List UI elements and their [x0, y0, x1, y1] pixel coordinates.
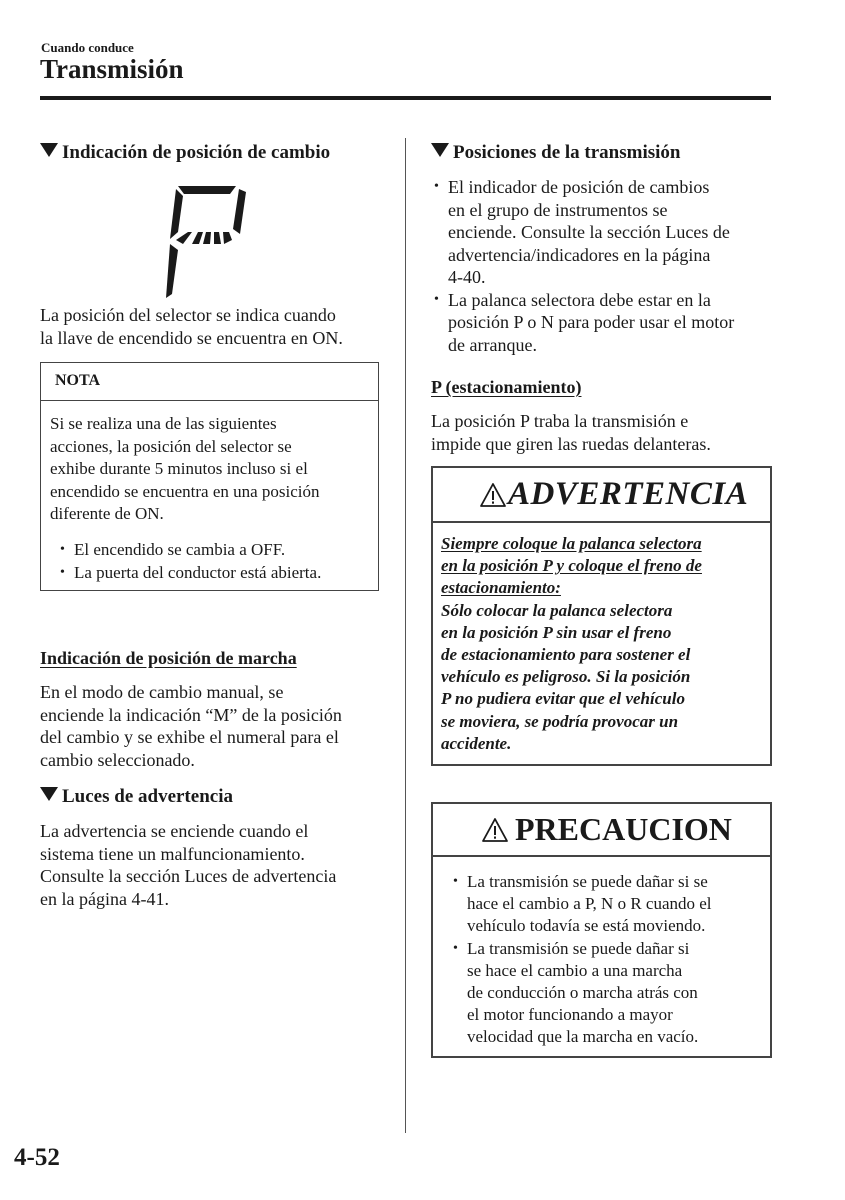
- text-line: En el modo de cambio manual, se: [40, 682, 284, 702]
- text-line: • La transmisión se puede dañar si se: [467, 872, 708, 891]
- heading-posiciones-transmision: [431, 142, 680, 164]
- text-line: Siempre coloque la palanca selectora: [441, 534, 702, 553]
- text-line: estacionamiento:: [441, 578, 561, 598]
- text-line: advertencia/indicadores en la página: [448, 244, 711, 265]
- list-item: • La puerta del conductor está abierta.: [58, 562, 321, 585]
- nota-title: NOTA: [55, 372, 101, 389]
- para-marcha: [40, 681, 342, 771]
- caution-box: [431, 802, 772, 1058]
- warning-title: ADVERTENCIA: [508, 476, 749, 512]
- warning-box: [431, 466, 772, 766]
- text-line: en el grupo de instrumentos se: [448, 199, 668, 220]
- para-luces: [40, 820, 336, 910]
- text-line: de arranque.: [448, 334, 537, 355]
- text-line: impide que giren las ruedas delanteras.: [431, 433, 711, 454]
- page-title: Transmisión: [40, 54, 184, 84]
- text-line: diferente de ON.: [50, 504, 164, 523]
- list-item: [451, 871, 761, 938]
- heading-luces-advertencia: [40, 786, 233, 808]
- caution-title: PRECAUCION: [515, 811, 732, 847]
- text-line: • La palanca selectora debe estar en la: [448, 289, 711, 310]
- nota-header: [41, 363, 378, 401]
- posiciones-bullet-list: [432, 176, 772, 356]
- text-line: vehículo es peligroso. Si la posición: [441, 667, 691, 687]
- list-item: [432, 289, 772, 357]
- nota-box: [40, 362, 379, 591]
- para-p: [431, 410, 711, 455]
- heading-indicacion-cambio: [40, 142, 330, 164]
- text-line: en la página 4-41.: [40, 888, 169, 909]
- text-line: hace el cambio a P, N o R cuando el: [467, 894, 712, 914]
- text-line: enciende. Consulte la sección Luces de: [448, 222, 730, 242]
- text-line: Consulte la sección Luces de advertencia: [40, 866, 337, 886]
- warning-header: [433, 468, 770, 523]
- warning-text: [441, 533, 766, 755]
- caution-bullet-list: [451, 871, 761, 1049]
- text-line: del cambio y se exhibe el numeral para el: [40, 727, 339, 747]
- text-line: exhibe durante 5 minutos incluso si el: [50, 459, 308, 478]
- list-item: [451, 938, 761, 1049]
- text-line: velocidad que la marcha en vacío.: [467, 1027, 699, 1047]
- header-rule: [40, 96, 771, 100]
- nota-text: [50, 413, 375, 526]
- triangle-marker-icon: [431, 143, 449, 157]
- list-item: [432, 176, 772, 289]
- warning-triangle-icon: [481, 817, 509, 843]
- list-item: • El encendido se cambia a OFF.: [58, 539, 321, 562]
- warning-triangle-icon: [479, 482, 507, 508]
- heading-text: Posiciones de la transmisión: [453, 142, 681, 163]
- text-line: La posición P traba la transmisión e: [431, 411, 689, 431]
- text-line: P no pudiera evitar que el vehículo: [441, 689, 685, 709]
- text-line: en la posición P y coloque el freno de: [441, 556, 702, 576]
- text-line: enciende la indicación “M” de la posición: [40, 704, 342, 725]
- text-line: se moviera, se podría provocar un: [441, 711, 679, 731]
- text-line: La posición del selector se indica cuando: [40, 305, 336, 325]
- text-line: Si se realiza una de las siguientes: [50, 414, 277, 433]
- heading-text: Luces de advertencia: [62, 786, 233, 807]
- subheading-indicacion-marcha: Indicación de posición de marcha: [40, 648, 297, 668]
- para-selector-position: [40, 304, 343, 349]
- text-line: 4-40.: [448, 267, 486, 287]
- section-label: Cuando conduce: [41, 40, 134, 55]
- triangle-marker-icon: [40, 143, 58, 157]
- text-line: encendido se encuentra en una posición: [50, 481, 320, 501]
- text-line: La advertencia se enciende cuando el: [40, 821, 309, 841]
- text-line: acciones, la posición del selector se: [50, 436, 292, 456]
- text-line: en la posición P sin usar el freno: [441, 622, 672, 642]
- text-line: la llave de encendido se encuentra en ON.: [40, 327, 343, 348]
- caution-header: [433, 804, 770, 857]
- subheading-p-estacionamiento: P (estacionamiento): [431, 377, 582, 397]
- nota-bullet-list: [58, 539, 321, 584]
- text-line: se hace el cambio a una marcha: [467, 960, 683, 980]
- column-divider: [405, 138, 406, 1133]
- text-line: cambio seleccionado.: [40, 749, 195, 770]
- page-number: 4-52: [14, 1144, 60, 1171]
- text-line: el motor funcionando a mayor: [467, 1005, 673, 1025]
- text-line: posición P o N para poder usar el motor: [448, 312, 735, 332]
- text-line: de estacionamiento para sostener el: [441, 645, 691, 665]
- heading-text: Indicación de posición de cambio: [62, 142, 331, 163]
- triangle-marker-icon: [40, 787, 58, 801]
- text-line: de conducción o marcha atrás con: [467, 983, 698, 1003]
- text-line: vehículo todavía se está moviendo.: [467, 916, 706, 936]
- text-line: • El indicador de posición de cambios: [448, 177, 710, 197]
- text-line: Sólo colocar la palanca selectora: [441, 600, 673, 620]
- text-line: accidente.: [441, 733, 512, 753]
- shift-indicator-p-icon: [166, 184, 252, 300]
- text-line: • La transmisión se puede dañar si: [467, 938, 690, 958]
- text-line: sistema tiene un malfuncionamiento.: [40, 843, 305, 864]
